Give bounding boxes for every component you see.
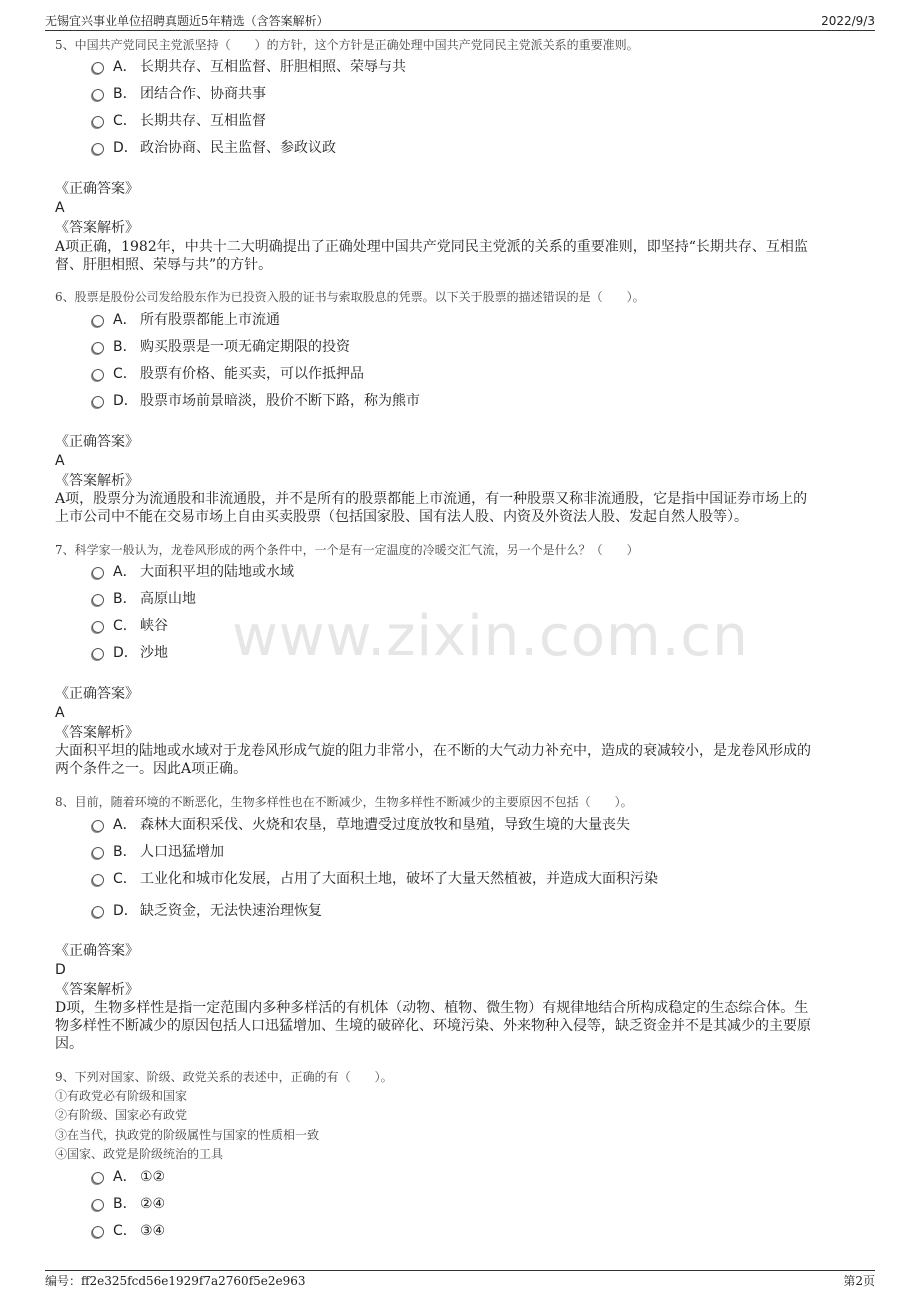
answer-heading: 《正确答案》 — [55, 686, 139, 702]
q6-analysis-line-2: 上市公司中不能在交易市场上自由买卖股票（包括国家股、国有法人股、内资及外资法人股、发起自然人股等）。 — [55, 509, 748, 525]
radio-icon[interactable] — [92, 89, 104, 101]
radio-icon[interactable] — [92, 342, 104, 354]
radio-icon[interactable] — [92, 116, 104, 128]
radio-icon[interactable] — [92, 567, 104, 579]
q8-option-c[interactable]: C． 工业化和城市化发展，占用了大面积土地，破坏了大量天然植被，并造成大面积污染 — [92, 870, 658, 888]
answer-heading: 《正确答案》 — [55, 434, 139, 450]
q9-option-b[interactable]: B． ②④ — [92, 1195, 165, 1213]
q9-option-c[interactable]: C． ③④ — [92, 1222, 165, 1240]
q6-answer: A — [55, 453, 65, 469]
answer-heading: 《正确答案》 — [55, 181, 139, 197]
q5-answer: A — [55, 200, 65, 216]
question-8-text: 8、目前，随着环境的不断恶化，生物多样性也在不断减少，生物多样性不断减少的主要原因不包括（ ）。 — [55, 795, 633, 809]
radio-icon[interactable] — [92, 396, 104, 408]
q5-option-b[interactable]: B． 团结合作、协商共事 — [92, 85, 266, 103]
q6-option-a[interactable]: A． 所有股票都能上市流通 — [92, 311, 280, 329]
q9-statement-2: ②有阶级、国家必有政党 — [55, 1108, 188, 1122]
q9-statement-4: ④国家、政党是阶级统治的工具 — [55, 1147, 224, 1161]
radio-icon[interactable] — [92, 820, 104, 832]
q9-statement-3: ③在当代，执政党的阶级属性与国家的性质相一致 — [55, 1128, 320, 1142]
q6-option-c[interactable]: C． 股票有价格、能买卖，可以作抵押品 — [92, 365, 364, 383]
radio-icon[interactable] — [92, 143, 104, 155]
q7-answer: A — [55, 705, 65, 721]
q5-option-d[interactable]: D． 政治协商、民主监督、参政议政 — [92, 139, 336, 157]
q8-answer: D — [55, 962, 66, 978]
q7-option-d[interactable]: D． 沙地 — [92, 644, 168, 662]
page-footer — [45, 1270, 875, 1289]
q6-analysis-line-1: A项，股票分为流通股和非流通股，并不是所有的股票都能上市流通，有一种股票又称非流通股，它是指中国证券市场上的 — [55, 491, 808, 507]
q9-statement-1: ①有政党必有阶级和国家 — [55, 1089, 188, 1103]
q7-analysis-line-1: 大面积平坦的陆地或水域对于龙卷风形成气旋的阻力非常小，在不断的大气动力补充中，造成的衰减较小，是龙卷风形成的 — [55, 743, 811, 759]
analysis-heading: 《答案解析》 — [55, 473, 139, 489]
q8-analysis-line-3: 因。 — [55, 1036, 83, 1052]
q8-option-b[interactable]: B． 人口迅猛增加 — [92, 843, 224, 861]
radio-icon[interactable] — [92, 315, 104, 327]
radio-icon[interactable] — [92, 1172, 104, 1184]
document-code: 编号：ff2e325fcd56e1929f7a2760f5e2e963 — [45, 1274, 306, 1288]
q8-option-d[interactable]: D． 缺乏资金，无法快速治理恢复 — [92, 902, 322, 920]
radio-icon[interactable] — [92, 621, 104, 633]
q8-analysis-line-2: 物多样性不断减少的原因包括人口迅猛增加、生境的破碎化、环境污染、外来物种入侵等，缺乏资金并不是其减少的主要原 — [55, 1018, 811, 1034]
q7-analysis-line-2: 两个条件之一。因此A项正确。 — [55, 761, 248, 777]
question-7-text: 7、科学家一般认为，龙卷风形成的两个条件中，一个是有一定温度的冷暖交汇气流，另一个是什么？（ ） — [55, 543, 639, 557]
document-date: 2022/9/3 — [821, 14, 875, 28]
radio-icon[interactable] — [92, 847, 104, 859]
radio-icon[interactable] — [92, 874, 104, 886]
q8-analysis-line-1: D项，生物多样性是指一定范围内多种多样活的有机体（动物、植物、微生物）有规律地结合所构成稳定的生态综合体。生 — [55, 1000, 809, 1016]
radio-icon[interactable] — [92, 648, 104, 660]
analysis-heading: 《答案解析》 — [55, 220, 139, 236]
q7-option-b[interactable]: B． 高原山地 — [92, 590, 196, 608]
radio-icon[interactable] — [92, 62, 104, 74]
page-number: 第2页 — [843, 1274, 875, 1288]
q5-option-a[interactable]: A． 长期共存、互相监督、肝胆相照、荣辱与共 — [92, 58, 406, 76]
q6-option-b[interactable]: B． 购买股票是一项无确定期限的投资 — [92, 338, 350, 356]
q8-option-a[interactable]: A． 森林大面积采伐、火烧和农垦，草地遭受过度放牧和垦殖，导致生境的大量丧失 — [92, 816, 630, 834]
document-title: 无锡宜兴事业单位招聘真题近5年精选（含答案解析） — [45, 14, 329, 28]
question-5-text: 5、中国共产党同民主党派坚持（ ）的方针，这个方针是正确处理中国共产党同民主党派关系的重要准则。 — [55, 38, 639, 52]
question-9-text: 9、下列对国家、阶级、政党关系的表述中，正确的有（ ）。 — [55, 1070, 393, 1084]
radio-icon[interactable] — [92, 1199, 104, 1211]
analysis-heading: 《答案解析》 — [55, 725, 139, 741]
question-6-text: 6、股票是股份公司发给股东作为已投资入股的证书与索取股息的凭票。以下关于股票的描述错误的是（ ）。 — [55, 290, 645, 304]
radio-icon[interactable] — [92, 906, 104, 918]
analysis-heading: 《答案解析》 — [55, 982, 139, 998]
q5-analysis-line-1: A项正确，1982年，中共十二大明确提出了正确处理中国共产党同民主党派的关系的重要准则，即坚持“长期共存、互相监 — [55, 239, 808, 255]
radio-icon[interactable] — [92, 369, 104, 381]
q7-option-a[interactable]: A． 大面积平坦的陆地或水域 — [92, 563, 294, 581]
q5-option-c[interactable]: C． 长期共存、互相监督 — [92, 112, 266, 130]
q6-option-d[interactable]: D． 股票市场前景暗淡，股价不断下路，称为熊市 — [92, 392, 420, 410]
watermark: www.zixin.com.cn — [232, 604, 749, 669]
q7-option-c[interactable]: C． 峡谷 — [92, 617, 168, 635]
radio-icon[interactable] — [92, 594, 104, 606]
q5-analysis-line-2: 督、肝胆相照、荣辱与共”的方针。 — [55, 257, 273, 273]
radio-icon[interactable] — [92, 1226, 104, 1238]
q9-option-a[interactable]: A． ①② — [92, 1168, 165, 1186]
answer-heading: 《正确答案》 — [55, 943, 139, 959]
